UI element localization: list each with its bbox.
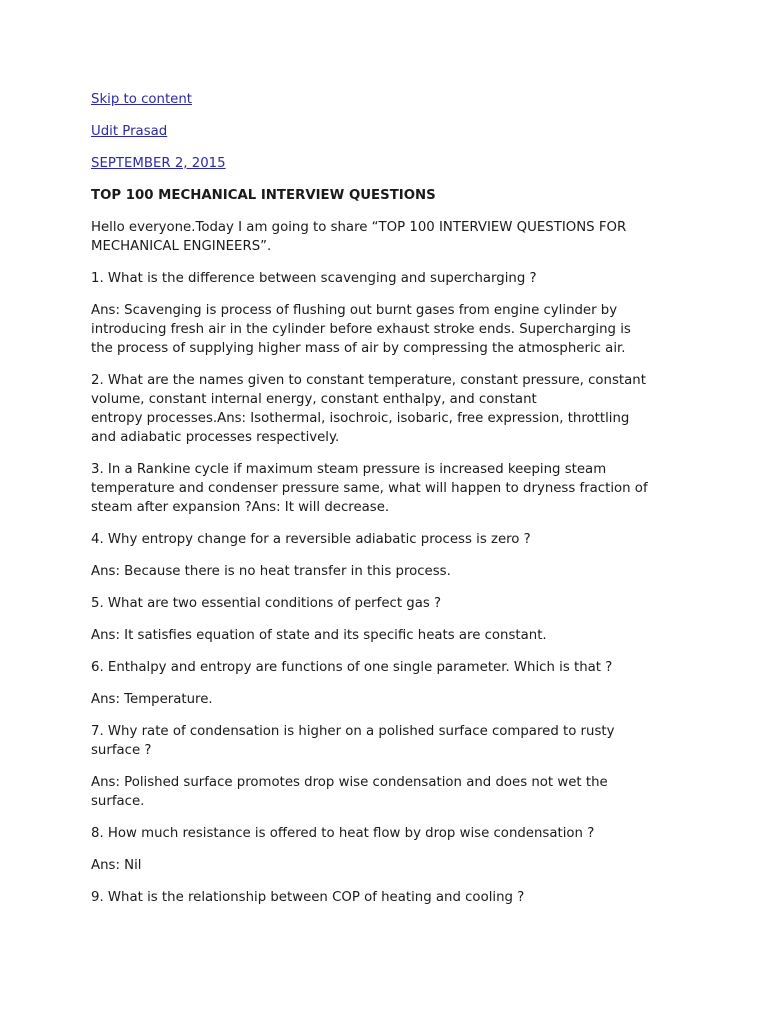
question-3-line-2: temperature and condenser pressure same, what will happen to dryness fraction of xyxy=(91,481,648,496)
answer-1-line-3: the process of supplying higher mass of air by compressing the atmospheric air. xyxy=(91,341,626,356)
date-link[interactable]: SEPTEMBER 2, 2015 xyxy=(91,156,226,171)
question-7-line-2: surface ? xyxy=(91,743,152,758)
question-2-line-4: and adiabatic processes respectively. xyxy=(91,430,340,445)
answer-1 xyxy=(91,301,681,358)
question-1: 1. What is the difference between scavenging and supercharging ? xyxy=(91,271,537,286)
question-3-line-3: steam after expansion ?Ans: It will decrease. xyxy=(91,500,390,515)
question-4: 4. Why entropy change for a reversible adiabatic process is zero ? xyxy=(91,532,531,547)
answer-6: Ans: Temperature. xyxy=(91,692,213,707)
author-paragraph xyxy=(91,122,681,141)
question-3-line-1: 3. In a Rankine cycle if maximum steam pressure is increased keeping steam xyxy=(91,462,607,477)
skip-to-content-paragraph xyxy=(91,90,681,109)
question-2-line-2: volume, constant internal energy, constant enthalpy, and constant xyxy=(91,392,537,407)
question-9: 9. What is the relationship between COP of heating and cooling ? xyxy=(91,890,525,905)
question-2-line-1: 2. What are the names given to constant temperature, constant pressure, constant xyxy=(91,373,646,388)
question-5: 5. What are two essential conditions of perfect gas ? xyxy=(91,596,442,611)
intro-line-1: Hello everyone.Today I am going to share “TOP 100 INTERVIEW QUESTIONS FOR xyxy=(91,220,627,235)
answer-8: Ans: Nil xyxy=(91,858,142,873)
article-content xyxy=(91,90,681,920)
answer-4: Ans: Because there is no heat transfer in this process. xyxy=(91,564,451,579)
answer-1-line-1: Ans: Scavenging is process of flushing out burnt gases from engine cylinder by xyxy=(91,303,618,318)
answer-7-line-1: Ans: Polished surface promotes drop wise condensation and does not wet the xyxy=(91,775,608,790)
question-7-line-1: 7. Why rate of condensation is higher on a polished surface compared to rusty xyxy=(91,724,615,739)
question-2-line-3: entropy processes.Ans: Isothermal, isochroic, isobaric, free expression, throttling xyxy=(91,411,630,426)
article-title: TOP 100 MECHANICAL INTERVIEW QUESTIONS xyxy=(91,188,436,203)
answer-1-line-2: introducing fresh air in the cylinder before exhaust stroke ends. Supercharging is xyxy=(91,322,631,337)
author-link[interactable]: Udit Prasad xyxy=(91,124,168,139)
date-paragraph xyxy=(91,154,681,173)
question-2 xyxy=(91,371,681,447)
question-3 xyxy=(91,460,681,517)
skip-to-content-link[interactable]: Skip to content xyxy=(91,92,192,107)
question-7 xyxy=(91,722,681,760)
answer-7-line-2: surface. xyxy=(91,794,145,809)
intro-paragraph xyxy=(91,218,681,256)
intro-line-2: MECHANICAL ENGINEERS”. xyxy=(91,239,272,254)
question-6: 6. Enthalpy and entropy are functions of one single parameter. Which is that ? xyxy=(91,660,613,675)
answer-5: Ans: It satisfies equation of state and its specific heats are constant. xyxy=(91,628,547,643)
question-8: 8. How much resistance is offered to heat flow by drop wise condensation ? xyxy=(91,826,595,841)
answer-7 xyxy=(91,773,681,811)
